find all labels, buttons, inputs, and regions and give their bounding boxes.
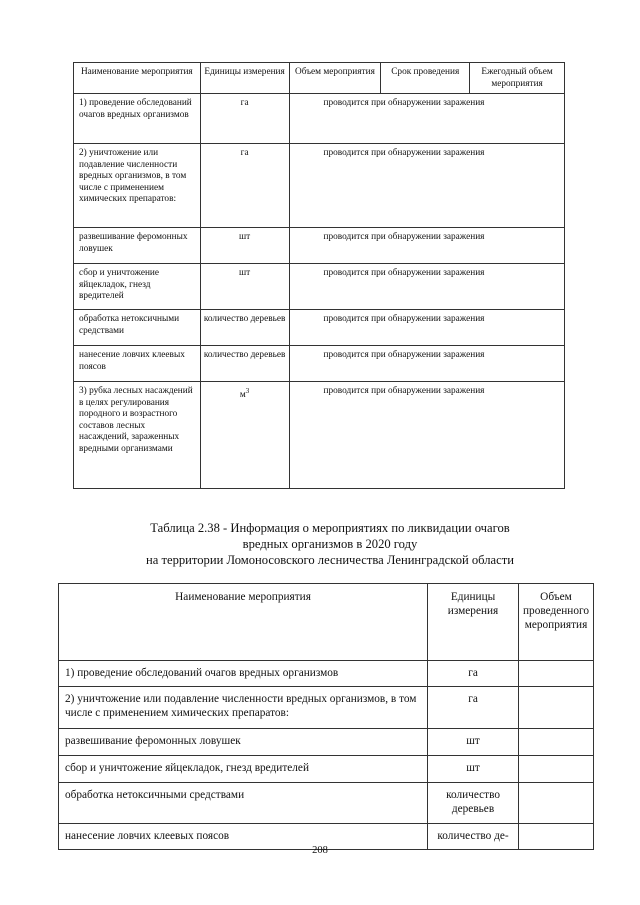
table-row xyxy=(59,661,594,687)
table-row xyxy=(74,228,565,264)
row-volume xyxy=(518,661,593,687)
row-unit: га xyxy=(428,687,519,729)
caption-line: вредных организмов в 2020 году xyxy=(242,536,418,551)
caption-line: Таблица 2.38 - Информация о мероприятиях по ликвидации очагов xyxy=(150,521,510,535)
row-note: проводится при обнаружении заражения xyxy=(289,346,564,382)
header-cell: Наименование мероприятия xyxy=(74,63,201,94)
header-cell: Объем проведенного мероприятия xyxy=(518,584,593,661)
row-volume xyxy=(518,756,593,783)
header-cell: Ежегодный объем мероприятия xyxy=(470,63,565,94)
row-note: проводится при обнаружении заражения xyxy=(289,264,564,310)
page-number: 208 xyxy=(312,845,328,856)
row-name: сбор и уничтожение яйцекладок, гнезд вредителей xyxy=(59,756,428,783)
header-cell: Единицы измерения xyxy=(200,63,289,94)
table-row xyxy=(59,687,594,729)
unit-text: м xyxy=(239,390,246,401)
table-row xyxy=(74,94,565,144)
table-caption xyxy=(60,521,600,568)
bottom-table xyxy=(58,583,594,850)
row-volume xyxy=(518,783,593,824)
row-volume xyxy=(518,729,593,756)
row-name: сбор и уничтожение яйцекладок, гнезд вредителей xyxy=(74,264,201,310)
row-unit: количество деревьев xyxy=(200,310,289,346)
row-note: проводится при обнаружении заражения xyxy=(289,310,564,346)
table-row xyxy=(59,783,594,824)
row-name: развешивание феромонных ловушек xyxy=(74,228,201,264)
row-unit: шт xyxy=(428,729,519,756)
row-unit: количество деревьев xyxy=(428,783,519,824)
header-cell: Наименование мероприятия xyxy=(59,584,428,661)
row-name: развешивание феромонных ловушек xyxy=(59,729,428,756)
row-unit: шт xyxy=(428,756,519,783)
row-unit: шт xyxy=(200,228,289,264)
row-volume xyxy=(518,687,593,729)
header-cell: Объем мероприятия xyxy=(289,63,381,94)
row-name: нанесение ловчих клеевых поясов xyxy=(74,346,201,382)
row-unit: га xyxy=(200,144,289,228)
row-unit xyxy=(200,382,289,489)
table-row xyxy=(74,382,565,489)
row-name: обработка нетоксичными средствами xyxy=(74,310,201,346)
row-name: нанесение ловчих клеевых поясов xyxy=(59,824,428,850)
table-row xyxy=(74,264,565,310)
row-name: 1) проведение обследований очагов вредных организмов xyxy=(74,94,201,144)
row-name: 3) рубка лесных насаждений в целях регулирования породного и возрастного составов лесных насаждений, зараженных вредными организмами xyxy=(74,382,201,489)
caption-line: на территории Ломоносовского лесничества Ленинградской области xyxy=(146,552,514,567)
row-note: проводится при обнаружении заражения xyxy=(289,144,564,228)
table-row xyxy=(59,756,594,783)
bottom-table-header-row xyxy=(59,584,594,661)
table-row xyxy=(74,310,565,346)
table-row xyxy=(74,346,565,382)
header-cell: Единицы измерения xyxy=(428,584,519,661)
row-name: 1) проведение обследований очагов вредных организмов xyxy=(59,661,428,687)
row-unit: га xyxy=(428,661,519,687)
row-note: проводится при обнаружении заражения xyxy=(289,228,564,264)
row-name: 2) уничтожение или подавление численности вредных организмов, в том числе с применением химических препаратов: xyxy=(74,144,201,228)
row-unit: шт xyxy=(200,264,289,310)
top-table xyxy=(73,62,565,489)
table-row xyxy=(59,729,594,756)
row-note: проводится при обнаружении заражения xyxy=(289,382,564,489)
row-note: проводится при обнаружении заражения xyxy=(289,94,564,144)
row-unit: количество деревьев xyxy=(200,346,289,382)
top-table-header-row xyxy=(74,63,565,94)
table-row xyxy=(74,144,565,228)
row-name: 2) уничтожение или подавление численности вредных организмов, в том числе с применением химических препаратов: xyxy=(59,687,428,729)
row-unit: га xyxy=(200,94,289,144)
unit-superscript: 3 xyxy=(245,387,250,395)
row-unit: количество де- xyxy=(428,824,519,850)
row-name: обработка нетоксичными средствами xyxy=(59,783,428,824)
header-cell: Срок проведения xyxy=(381,63,470,94)
